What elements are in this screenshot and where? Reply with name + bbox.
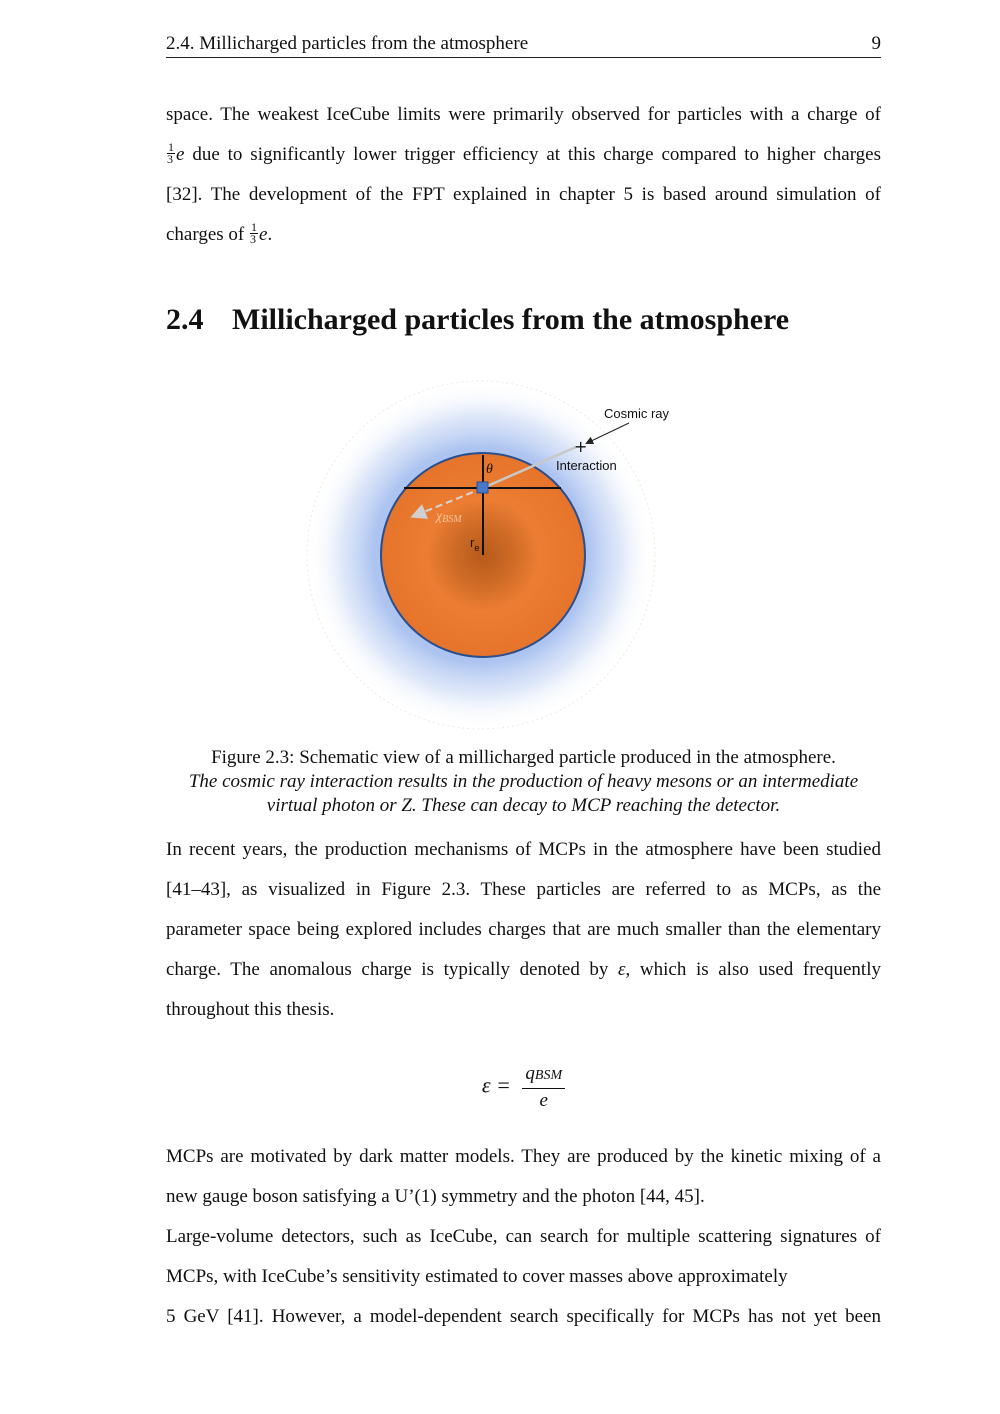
page-number: 9 xyxy=(871,33,881,54)
radius-subscript: e xyxy=(474,543,480,553)
body-line-4 xyxy=(166,950,881,990)
detector-icon xyxy=(477,482,488,493)
final-paragraph xyxy=(166,1137,881,1337)
final-line-5: 5 GeV [41]. However, a model-dependent search specifically for MCPs has not yet been xyxy=(166,1306,881,1327)
elementary-charge-symbol: e xyxy=(259,224,268,245)
caption-note-line-1: The cosmic ray interaction results in the production of heavy mesons or an intermediate xyxy=(188,771,859,792)
body-line-1: In recent years, the production mechanisms of MCPs in the atmosphere have been studied xyxy=(166,839,881,860)
epsilon-symbol: ε xyxy=(618,959,626,980)
intro-line-3: [32]. The development of the FPT explained in chapter 5 is based around simulation of xyxy=(166,184,881,205)
charge-subscript: BSM xyxy=(534,1068,563,1083)
intro-line-2-text: due to significantly lower trigger efficiency at this charge compared to higher charges xyxy=(184,144,881,165)
intro-line-4-text: charges of xyxy=(166,224,250,245)
chi-symbol: χ xyxy=(436,509,443,524)
final-line-1: MCPs are motivated by dark matter models. They are produced by the kinetic mixing of a xyxy=(166,1146,881,1167)
equation-fraction xyxy=(522,1062,565,1113)
fraction-denominator: 3 xyxy=(167,152,173,167)
body-line-4-end: , which is also used frequently xyxy=(625,959,881,980)
cosmic-ray-label: Cosmic ray xyxy=(604,406,670,421)
final-line-4: MCPs, with IceCube’s sensitivity estimated to cover masses above approximately xyxy=(166,1266,788,1287)
interaction-label: Interaction xyxy=(556,458,617,473)
section-heading xyxy=(166,303,789,337)
radius-symbol: r xyxy=(470,535,475,550)
charge-symbol: q xyxy=(525,1063,535,1084)
fraction-denominator: 3 xyxy=(250,232,257,247)
body-line-3: parameter space being explored includes charges that are much smaller than the elementary xyxy=(166,919,881,940)
elementary-charge-symbol: e xyxy=(176,144,185,165)
fraction-numerator: 1 xyxy=(168,140,174,155)
caption-main: Figure 2.3: Schematic view of a millicharged particle produced in the atmosphere. xyxy=(211,747,836,768)
theta-label: θ xyxy=(486,462,493,477)
intro-line-4-end: . xyxy=(267,224,273,245)
caption-note-line-2: virtual photon or Z. These can decay to MCP reaching the detector. xyxy=(266,795,781,816)
fraction-numerator: 1 xyxy=(251,220,258,235)
figure-svg xyxy=(306,380,676,730)
section-title: Millicharged particles from the atmosphere xyxy=(232,303,790,336)
body-line-2: [41–43], as visualized in Figure 2.3. These particles are referred to as MCPs, as the xyxy=(166,879,881,900)
final-line-2: new gauge boson satisfying a U’(1) symmetry and the photon [44, 45]. xyxy=(166,1186,705,1207)
fraction-one-third xyxy=(167,142,175,165)
body-line-4-text: charge. The anomalous charge is typically denoted by xyxy=(166,959,619,980)
intro-paragraph xyxy=(166,95,881,255)
figure-atmosphere-schematic xyxy=(306,380,676,730)
figure-caption xyxy=(166,746,881,818)
equation-numerator xyxy=(522,1062,565,1089)
intro-line-2 xyxy=(166,135,881,175)
intro-line-4 xyxy=(166,215,881,255)
intro-line-1: space. The weakest IceCube limits were primarily observed for particles with a charge of xyxy=(166,104,881,125)
equation-lhs: ε = xyxy=(481,1072,511,1098)
body-line-5: throughout this thesis. xyxy=(166,999,335,1020)
fraction-one-third xyxy=(250,222,258,245)
interaction-marker: + xyxy=(574,437,588,456)
running-header xyxy=(166,33,881,58)
equation-epsilon xyxy=(166,1062,881,1113)
equation-denominator: e xyxy=(539,1090,548,1111)
section-number: 2.4 xyxy=(166,303,204,336)
running-header-title: 2.4. Millicharged particles from the atmosphere xyxy=(166,33,529,54)
chi-subscript: BSM xyxy=(442,514,462,525)
final-line-3: Large-volume detectors, such as IceCube, can search for multiple scattering signatures of xyxy=(166,1226,881,1247)
body-paragraph xyxy=(166,830,881,1030)
